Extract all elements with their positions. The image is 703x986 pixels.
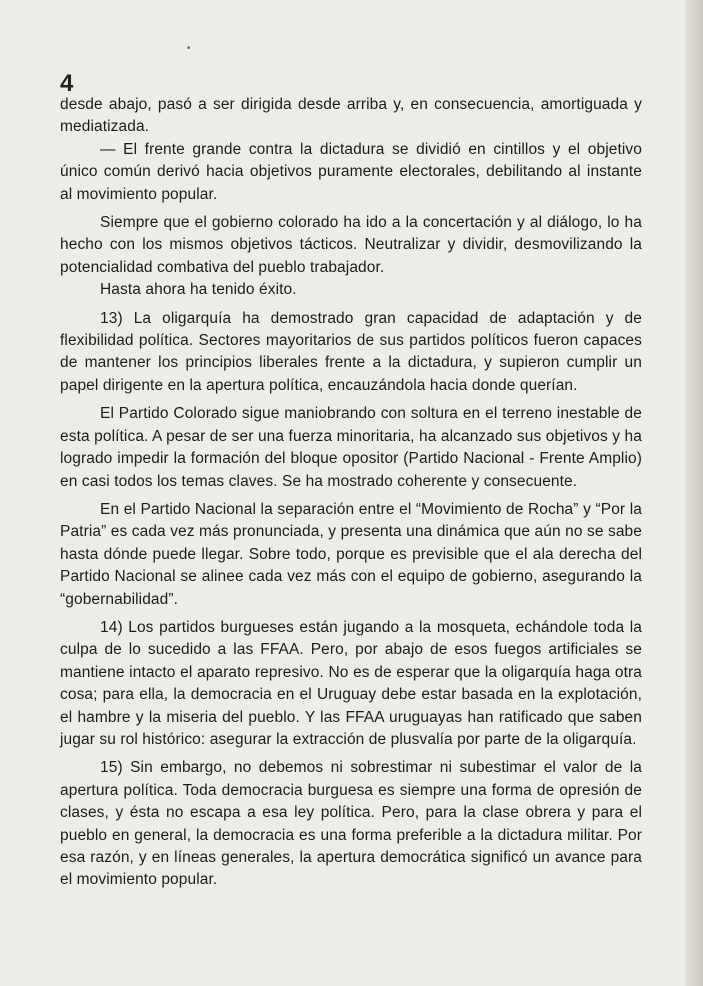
paragraph-dialogue: Siempre que el gobierno colorado ha ido a la concertación y al diálogo, lo ha hecho con los mismos objetivos tácticos. Neutralizar y dividir, desmovilizando la potencialidad combativa del pueblo trabajador. — [60, 214, 642, 276]
paragraph-dash-item: — El frente grande contra la dictadura se dividió en cintillos y el objetivo único común derivó hacia objetivos puramente electorales, debilitando al instante al movimiento popular. — [60, 140, 642, 203]
paragraph-partido-colorado: El Partido Colorado sigue maniobrando con soltura en el terreno inestable de esta política. A pesar de ser una fuerza minoritaria, ha alcanzado sus objetivos y ha logrado impedir la formación del bloque opositor (Partido Nacional - Frente Amplio) en casi todos los temas claves. Se ha mostrado coherente y consecuente. — [60, 405, 642, 490]
paragraph-15: 15) Sin embargo, no debemos ni sobrestimar ni subestimar el valor de la apertura política. Toda democracia burguesa es siempre una forma de opresión de clases, y ésta no escapa a esa ley política. Pero, para la clase obrera y para el pueblo en general, la democracia es una forma preferible a la dictadura militar. Por esa razón, y en líneas generales, la apertura democrática significó un avance para el movimiento popular. — [60, 759, 642, 889]
paragraph-14: 14) Los partidos burgueses están jugando a la mosqueta, echándole toda la culpa de lo sucedido a las FFAA. Pero, por abajo de esos fuegos artificiales se mantiene intacto el aparato represivo. No es de esperar que la oligarquía haga otra cosa; para ella, la democracia en el Uruguay debe estar basada en la explotación, el hambre y la miseria del pueblo. Y las FFAA uruguayas han ratificado que saben jugar su rol histórico: asegurar la extracción de plusvalía por parte de la oligarquía. — [60, 618, 642, 748]
print-speck: • — [186, 44, 192, 54]
body-text — [60, 94, 642, 892]
page-number: 4 — [60, 70, 74, 97]
paragraph-13: 13) La oligarquía ha demostrado gran capacidad de adaptación y de flexibilidad política. Sectores mayoritarios de sus partidos políticos fueron capaces de mantener los principios liberales frente a la dictadura, y supieron cumplir un papel dirigente en la apertura política, encauzándola hacia donde querían. — [60, 309, 642, 394]
paragraph-success: Hasta ahora ha tenido éxito. — [100, 281, 297, 299]
page-edge-shadow — [685, 0, 703, 986]
paragraph-partido-nacional: En el Partido Nacional la separación entre el “Movimiento de Rocha” y “Por la Patria” es cada vez más pronunciada, y presenta una dinámica que aún no se sabe hasta dónde puede llegar. Sobre todo, porque es previsible que el ala derecha del Partido Nacional se alinee cada vez más con el equipo de gobierno, asegurando la “gobernabilidad”. — [60, 500, 642, 608]
paragraph-continuation: desde abajo, pasó a ser dirigida desde arriba y, en consecuencia, amortiguada y mediatizada. — [60, 96, 642, 136]
